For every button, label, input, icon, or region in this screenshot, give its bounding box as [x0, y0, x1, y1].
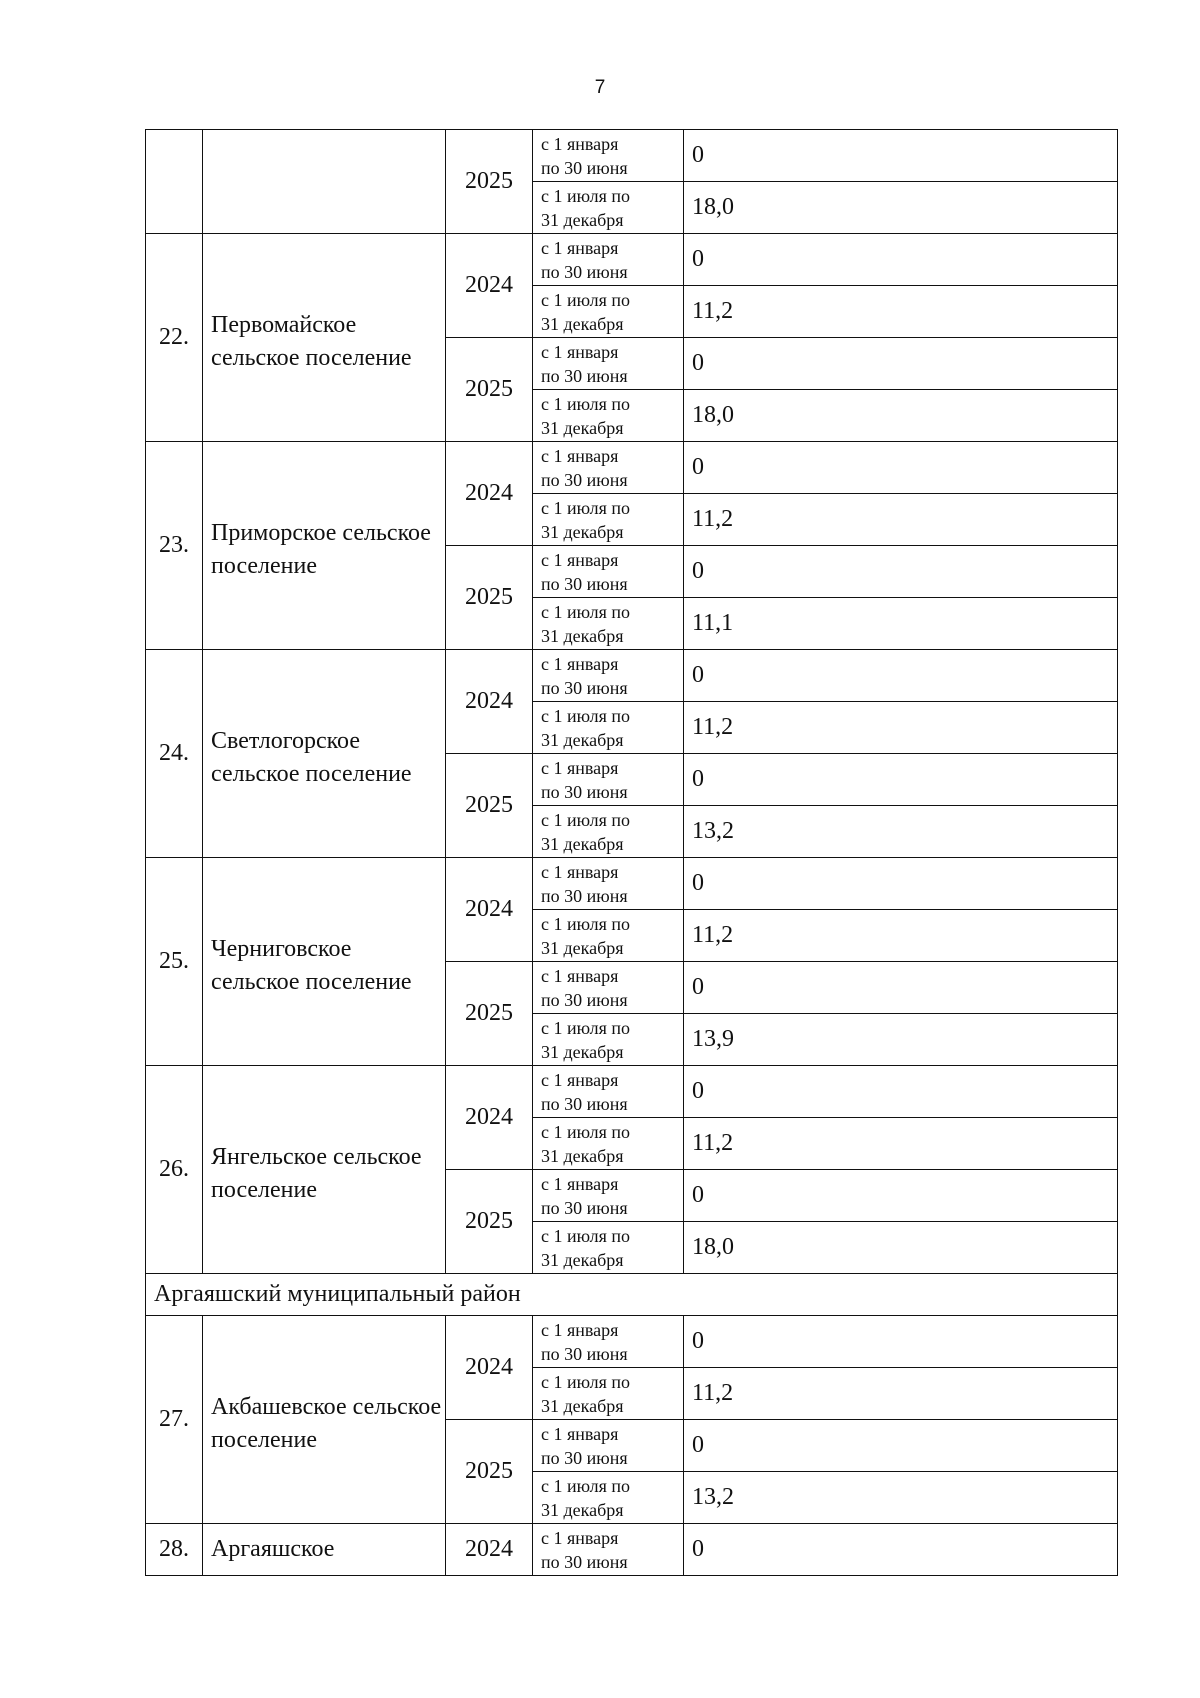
value-cell: 0: [684, 858, 1118, 910]
period-cell: с 1 июля по 31 декабря: [533, 702, 684, 754]
table-row: [146, 130, 1118, 182]
period-cell: с 1 июля по 31 декабря: [533, 286, 684, 338]
settlement-name: Янгельское сельское поселение: [203, 1066, 446, 1274]
row-number: 26.: [146, 1066, 203, 1274]
value-cell: 0: [684, 130, 1118, 182]
value-cell: 11,2: [684, 910, 1118, 962]
period-cell: с 1 января по 30 июня: [533, 130, 684, 182]
period-cell: с 1 января по 30 июня: [533, 1420, 684, 1472]
period-cell: с 1 января по 30 июня: [533, 546, 684, 598]
region-header: Аргаяшский муниципальный район: [146, 1274, 1118, 1316]
period-cell: с 1 января по 30 июня: [533, 754, 684, 806]
value-cell: 13,2: [684, 1472, 1118, 1524]
period-cell: с 1 июля по 31 декабря: [533, 1472, 684, 1524]
value-cell: 0: [684, 338, 1118, 390]
value-cell: 13,9: [684, 1014, 1118, 1066]
value-cell: 11,2: [684, 494, 1118, 546]
period-cell: с 1 июля по 31 декабря: [533, 910, 684, 962]
table-row: [146, 1316, 1118, 1368]
settlement-name: [203, 130, 446, 234]
settlement-name: Акбашевское сельское поселение: [203, 1316, 446, 1524]
value-cell: 0: [684, 1066, 1118, 1118]
period-cell: с 1 января по 30 июня: [533, 962, 684, 1014]
table-row: [146, 650, 1118, 702]
value-cell: 0: [684, 1170, 1118, 1222]
value-cell: 0: [684, 962, 1118, 1014]
settlement-name: Приморское сельское поселение: [203, 442, 446, 650]
year-cell: 2025: [446, 754, 533, 858]
table-row: [146, 442, 1118, 494]
period-cell: с 1 июля по 31 декабря: [533, 182, 684, 234]
value-cell: 0: [684, 442, 1118, 494]
period-cell: с 1 июля по 31 декабря: [533, 598, 684, 650]
year-cell: 2024: [446, 442, 533, 546]
period-cell: с 1 января по 30 июня: [533, 650, 684, 702]
value-cell: 11,1: [684, 598, 1118, 650]
value-cell: 13,2: [684, 806, 1118, 858]
row-number: [146, 130, 203, 234]
period-cell: с 1 января по 30 июня: [533, 1170, 684, 1222]
value-cell: 11,2: [684, 286, 1118, 338]
period-cell: с 1 июля по 31 декабря: [533, 1014, 684, 1066]
period-cell: с 1 июля по 31 декабря: [533, 1118, 684, 1170]
value-cell: 11,2: [684, 1118, 1118, 1170]
period-cell: с 1 июля по 31 декабря: [533, 494, 684, 546]
value-cell: 11,2: [684, 1368, 1118, 1420]
period-cell: с 1 января по 30 июня: [533, 338, 684, 390]
year-cell: 2025: [446, 962, 533, 1066]
year-cell: 2024: [446, 858, 533, 962]
value-cell: 0: [684, 754, 1118, 806]
value-cell: 11,2: [684, 702, 1118, 754]
value-cell: 0: [684, 1420, 1118, 1472]
page-number: 7: [594, 77, 606, 98]
row-number: 22.: [146, 234, 203, 442]
value-cell: 0: [684, 650, 1118, 702]
settlement-name: Первомайское сельское поселение: [203, 234, 446, 442]
year-cell: 2025: [446, 1420, 533, 1524]
period-cell: с 1 июля по 31 декабря: [533, 1222, 684, 1274]
table-row: [146, 1524, 1118, 1576]
table-row: [146, 858, 1118, 910]
year-cell: 2025: [446, 546, 533, 650]
year-cell: 2024: [446, 1066, 533, 1170]
value-cell: 0: [684, 546, 1118, 598]
period-cell: с 1 января по 30 июня: [533, 1524, 684, 1576]
settlement-name: Светлогорское сельское поселение: [203, 650, 446, 858]
year-cell: 2024: [446, 234, 533, 338]
year-cell: 2025: [446, 338, 533, 442]
region-header-row: [146, 1274, 1118, 1316]
period-cell: с 1 января по 30 июня: [533, 442, 684, 494]
year-cell: 2025: [446, 130, 533, 234]
period-cell: с 1 января по 30 июня: [533, 1066, 684, 1118]
value-cell: 0: [684, 1316, 1118, 1368]
settlement-name: Аргаяшское: [203, 1524, 446, 1576]
tariff-table: [145, 129, 1118, 1576]
period-cell: с 1 января по 30 июня: [533, 858, 684, 910]
value-cell: 0: [684, 234, 1118, 286]
period-cell: с 1 января по 30 июня: [533, 1316, 684, 1368]
value-cell: 18,0: [684, 390, 1118, 442]
value-cell: 18,0: [684, 1222, 1118, 1274]
row-number: 28.: [146, 1524, 203, 1576]
table-row: [146, 234, 1118, 286]
year-cell: 2025: [446, 1170, 533, 1274]
row-number: 25.: [146, 858, 203, 1066]
period-cell: с 1 июля по 31 декабря: [533, 1368, 684, 1420]
year-cell: 2024: [446, 1316, 533, 1420]
year-cell: 2024: [446, 1524, 533, 1576]
row-number: 23.: [146, 442, 203, 650]
row-number: 24.: [146, 650, 203, 858]
period-cell: с 1 января по 30 июня: [533, 234, 684, 286]
row-number: 27.: [146, 1316, 203, 1524]
table-row: [146, 1066, 1118, 1118]
period-cell: с 1 июля по 31 декабря: [533, 806, 684, 858]
value-cell: 0: [684, 1524, 1118, 1576]
value-cell: 18,0: [684, 182, 1118, 234]
settlement-name: Черниговское сельское поселение: [203, 858, 446, 1066]
period-cell: с 1 июля по 31 декабря: [533, 390, 684, 442]
year-cell: 2024: [446, 650, 533, 754]
